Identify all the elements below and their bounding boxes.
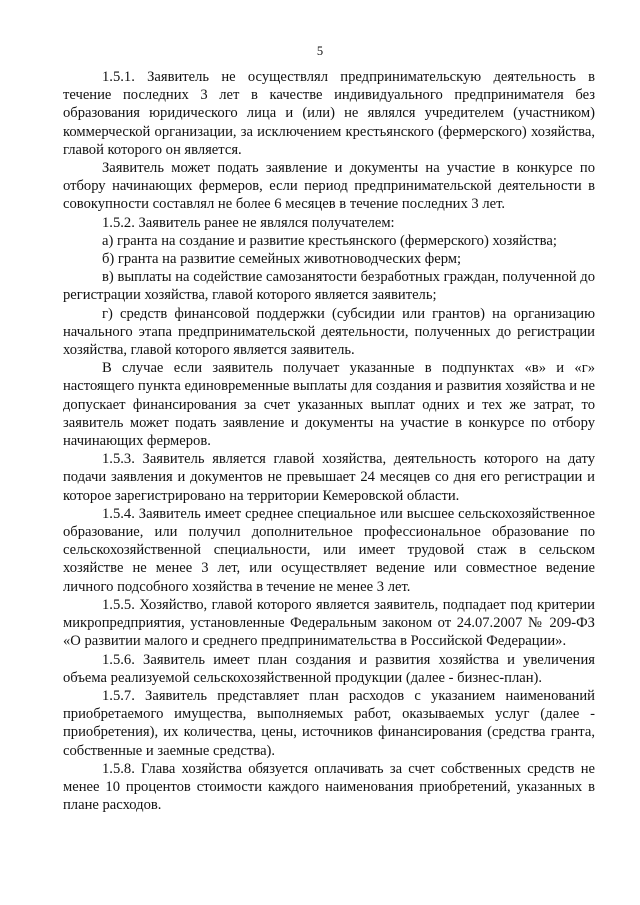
list-item-a: а) гранта на создание и развитие крестьянского (фермерского) хозяйства; (102, 232, 557, 249)
document-body (63, 68, 595, 814)
paragraph-1-5-8: 1.5.8. Глава хозяйства обязуется оплачивать за счет собственных средств не менее 10 процентов стоимости каждого наименования приобретений, указанных в плане расходов. (63, 760, 595, 814)
paragraph-1-5-1: 1.5.1. Заявитель не осуществлял предпринимательскую деятельность в течение последних 3 лет в качестве индивидуального предпринимателя без образования юридического лица и (или) не являлся учредителем (участником) коммерческой организации, за исключением крестьянского (фермерского) хозяйства, главой которого он является. (63, 69, 595, 158)
list-item-g: г) средств финансовой поддержки (субсидии или грантов) на организацию начального этапа предпринимательской деятельности, полученных до регистрации хозяйства, главой которого является заявитель. (63, 305, 595, 359)
paragraph-exception-case: В случае если заявитель получает указанные в подпунктах «в» и «г» настоящего пункта единовременные выплаты для создания и развития хозяйства и не допускает финансирования за счет указанных выплат одних и тех же затрат, то заявитель может подать заявление и документы на участие в конкурсе по отбору начинающих фермеров. (63, 360, 595, 450)
paragraph-1-5-5: 1.5.5. Хозяйство, главой которого является заявитель, подпадает под критерии микропредприятия, установленные Федеральным законом от 24.07.2007 № 209-ФЗ «О развитии малого и среднего предпринимательства в Российской Федерации». (63, 596, 595, 650)
list-item-v: в) выплаты на содействие самозанятости безработных граждан, полученной до регистрации хозяйства, главой которого является заявитель; (63, 269, 595, 304)
paragraph-1-5-3: 1.5.3. Заявитель является главой хозяйства, деятельность которого на дату подачи заявления и документов не превышает 24 месяцев со дня его регистрации и которое зарегистрировано на территории Кемеровской области. (63, 451, 595, 504)
paragraph-1-5-7: 1.5.7. Заявитель представляет план расходов с указанием наименований приобретаемого имущества, выполняемых работ, оказываемых услуг (далее - приобретения), их количества, цены, источников финансирования (средства гранта, собственные и заемные средства). (63, 687, 595, 759)
paragraph-entrepreneurship-period: Заявитель может подать заявление и документы на участие в конкурсе по отбору начинающих фермеров, если период предпринимательской деятельности в совокупности составлял не более 6 месяцев в течение последних 3 лет. (63, 160, 595, 213)
paragraph-1-5-2: 1.5.2. Заявитель ранее не являлся получателем: (102, 214, 395, 231)
page-number: 5 (316, 44, 324, 58)
paragraph-1-5-4: 1.5.4. Заявитель имеет среднее специальное или высшее сельскохозяйственное образование, или получил дополнительное профессиональное образование по сельскохозяйственной специальности, или имеет трудовой стаж в сельском хозяйстве не менее 3 лет, или осуществляет ведение или совместное ведение личного подсобного хозяйства в течение не менее 3 лет. (63, 505, 595, 595)
list-item-b: б) гранта на развитие семейных животноводческих ферм; (102, 251, 462, 268)
paragraph-1-5-6: 1.5.6. Заявитель имеет план создания и развития хозяйства и увеличения объема реализуемой сельскохозяйственной продукции (далее - бизнес-план). (63, 651, 595, 686)
